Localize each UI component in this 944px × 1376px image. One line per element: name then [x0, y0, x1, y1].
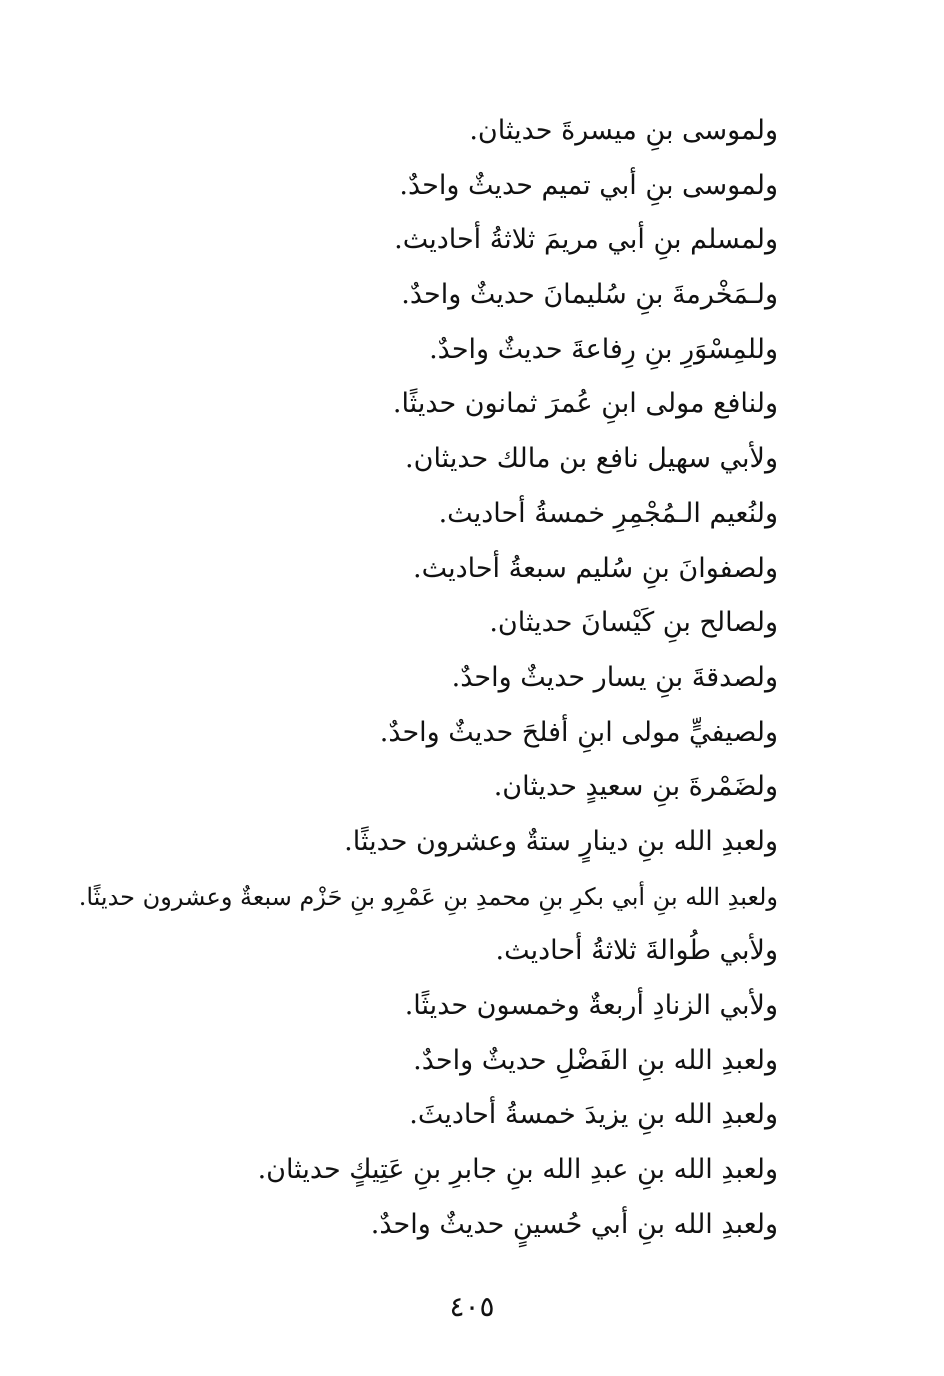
list-item: ولمسلم بنِ أبي مريمَ ثلاثةُ أحاديث.: [394, 224, 778, 256]
list-item: وللمِسْوَرِ بنِ رِفاعةَ حديثٌ واحدٌ.: [429, 333, 778, 365]
hadith-count-list: [78, 104, 778, 1252]
list-item: ولعبدِ الله بنِ دينارٍ ستةٌ وعشرون حديثًا.: [344, 825, 778, 857]
list-item: ولعبدِ الله بنِ أبي بكرِ بنِ محمدِ بنِ عَمْرِو بنِ حَزْم سبعةٌ وعشرون حديثًا.: [78, 882, 778, 911]
list-item: ولعبدِ الله بنِ الفَضْلِ حديثٌ واحدٌ.: [413, 1044, 778, 1076]
list-item: ولصيفيٍّ مولى ابنِ أفلحَ حديثٌ واحدٌ.: [379, 716, 778, 748]
list-item: ولموسى بنِ ميسرةَ حديثان.: [469, 115, 778, 146]
list-item: ولأبي طُوالةَ ثلاثةُ أحاديث.: [495, 935, 778, 967]
list-item: ولـمَخْرمةَ بنِ سُليمانَ حديثٌ واحدٌ.: [401, 279, 778, 311]
list-item: ولعبدِ الله بنِ عبدِ الله بنِ جابرِ بنِ عَتِيكٍ حديثان.: [257, 1154, 778, 1186]
list-item: ولضَمْرةَ بنِ سعيدٍ حديثان.: [493, 771, 778, 803]
list-item: ولأبي سهيل نافع بن مالك حديثان.: [405, 443, 778, 475]
list-item: ولنُعيم الـمُجْمِرِ خمسةُ أحاديث.: [438, 497, 778, 529]
list-item: ولصدقةَ بنِ يسار حديثٌ واحدٌ.: [451, 661, 778, 693]
list-item: ولأبي الزنادِ أربعةٌ وخمسون حديثًا.: [404, 990, 778, 1021]
list-item: ولصفوانَ بنِ سُليم سبعةُ أحاديث.: [412, 552, 778, 584]
page-number: ٤٠٥: [449, 1290, 495, 1323]
list-item: ولموسى بنِ أبي تميم حديثٌ واحدٌ.: [399, 169, 778, 201]
list-item: ولنافع مولى ابنِ عُمرَ ثمانون حديثًا.: [392, 388, 778, 420]
list-item: ولصالح بنِ كَيْسانَ حديثان.: [489, 607, 778, 639]
list-item: ولعبدِ الله بنِ أبي حُسينٍ حديثٌ واحدٌ.: [370, 1208, 778, 1240]
list-item: ولعبدِ الله بنِ يزيدَ خمسةُ أحاديثَ.: [409, 1099, 778, 1131]
